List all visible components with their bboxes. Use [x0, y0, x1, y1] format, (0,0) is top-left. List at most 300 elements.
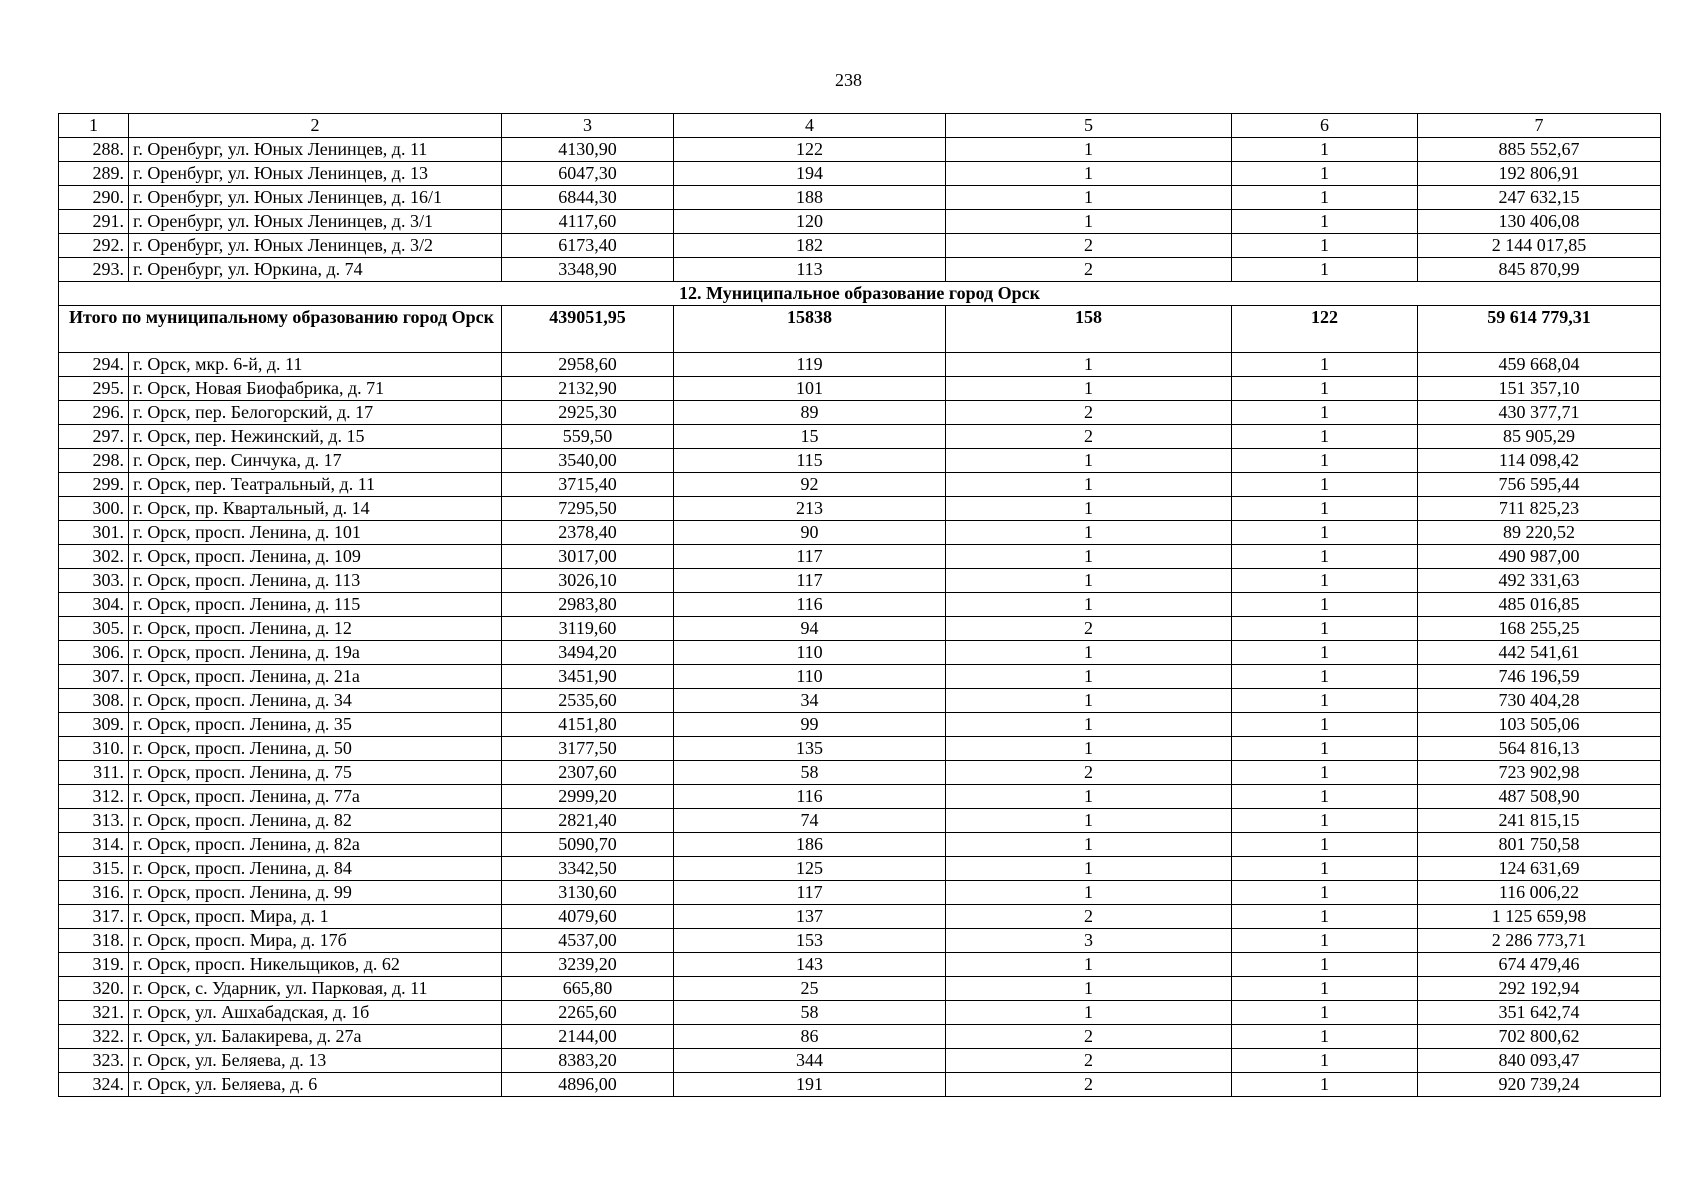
column-header-1: 1	[59, 114, 129, 138]
row-number: 290.	[59, 186, 129, 210]
address-cell: г. Орск, просп. Ленина, д. 101	[129, 521, 502, 545]
table-row	[59, 977, 1661, 1001]
residents-cell: 122	[674, 138, 946, 162]
page-number: 238	[835, 70, 862, 90]
col5-cell: 1	[946, 665, 1232, 689]
area-cell: 3342,50	[502, 857, 674, 881]
residents-cell: 188	[674, 186, 946, 210]
cost-cell: 845 870,99	[1418, 258, 1661, 282]
area-cell: 4079,60	[502, 905, 674, 929]
residents-cell: 110	[674, 665, 946, 689]
cost-cell: 192 806,91	[1418, 162, 1661, 186]
col6-cell: 1	[1232, 258, 1418, 282]
cost-cell: 430 377,71	[1418, 401, 1661, 425]
area-cell: 6844,30	[502, 186, 674, 210]
area-cell: 2821,40	[502, 809, 674, 833]
rows-before-section	[59, 138, 1661, 282]
col5-cell: 3	[946, 929, 1232, 953]
cost-cell: 85 905,29	[1418, 425, 1661, 449]
col6-cell: 1	[1232, 545, 1418, 569]
col5-cell: 2	[946, 1025, 1232, 1049]
col5-cell: 1	[946, 641, 1232, 665]
cost-cell: 351 642,74	[1418, 1001, 1661, 1025]
address-cell: г. Орск, просп. Ленина, д. 82а	[129, 833, 502, 857]
residents-cell: 15	[674, 425, 946, 449]
address-cell: г. Оренбург, ул. Юркина, д. 74	[129, 258, 502, 282]
section-total-row	[59, 306, 1661, 353]
area-cell: 3026,10	[502, 569, 674, 593]
row-number: 297.	[59, 425, 129, 449]
col5-cell: 1	[946, 377, 1232, 401]
row-number: 288.	[59, 138, 129, 162]
col6-cell: 1	[1232, 377, 1418, 401]
row-number: 319.	[59, 953, 129, 977]
residents-cell: 135	[674, 737, 946, 761]
residents-cell: 117	[674, 881, 946, 905]
area-cell: 3017,00	[502, 545, 674, 569]
col5-cell: 1	[946, 737, 1232, 761]
column-header-2: 2	[129, 114, 502, 138]
address-cell: г. Орск, просп. Ленина, д. 109	[129, 545, 502, 569]
area-cell: 2999,20	[502, 785, 674, 809]
residents-cell: 117	[674, 569, 946, 593]
row-number: 301.	[59, 521, 129, 545]
address-cell: г. Оренбург, ул. Юных Ленинцев, д. 16/1	[129, 186, 502, 210]
address-cell: г. Орск, просп. Ленина, д. 75	[129, 761, 502, 785]
col6-cell: 1	[1232, 138, 1418, 162]
column-header-3: 3	[502, 114, 674, 138]
col5-cell: 1	[946, 713, 1232, 737]
col6-cell: 1	[1232, 857, 1418, 881]
address-cell: г. Орск, просп. Ленина, д. 21а	[129, 665, 502, 689]
col6-cell: 1	[1232, 1049, 1418, 1073]
column-header-5: 5	[946, 114, 1232, 138]
area-cell: 3239,20	[502, 953, 674, 977]
table-row	[59, 425, 1661, 449]
residents-cell: 119	[674, 353, 946, 377]
row-number: 311.	[59, 761, 129, 785]
col5-cell: 1	[946, 449, 1232, 473]
table-row	[59, 497, 1661, 521]
total-residents: 15838	[674, 306, 946, 353]
col5-cell: 1	[946, 977, 1232, 1001]
table-row	[59, 641, 1661, 665]
row-number: 322.	[59, 1025, 129, 1049]
address-cell: г. Орск, просп. Ленина, д. 115	[129, 593, 502, 617]
housing-register-table	[58, 113, 1661, 1097]
address-cell: г. Орск, просп. Ленина, д. 34	[129, 689, 502, 713]
residents-cell: 191	[674, 1073, 946, 1097]
col5-cell: 1	[946, 473, 1232, 497]
col6-cell: 1	[1232, 401, 1418, 425]
residents-cell: 213	[674, 497, 946, 521]
row-number: 312.	[59, 785, 129, 809]
address-cell: г. Орск, просп. Никельщиков, д. 62	[129, 953, 502, 977]
address-cell: г. Орск, пер. Белогорский, д. 17	[129, 401, 502, 425]
cost-cell: 840 093,47	[1418, 1049, 1661, 1073]
row-number: 295.	[59, 377, 129, 401]
row-number: 310.	[59, 737, 129, 761]
cost-cell: 756 595,44	[1418, 473, 1661, 497]
residents-cell: 25	[674, 977, 946, 1001]
row-number: 314.	[59, 833, 129, 857]
col6-cell: 1	[1232, 833, 1418, 857]
cost-cell: 801 750,58	[1418, 833, 1661, 857]
cost-cell: 1 125 659,98	[1418, 905, 1661, 929]
table-row	[59, 138, 1661, 162]
cost-cell: 114 098,42	[1418, 449, 1661, 473]
residents-cell: 194	[674, 162, 946, 186]
residents-cell: 143	[674, 953, 946, 977]
area-cell: 665,80	[502, 977, 674, 1001]
table-row	[59, 569, 1661, 593]
row-number: 292.	[59, 234, 129, 258]
residents-cell: 153	[674, 929, 946, 953]
cost-cell: 116 006,22	[1418, 881, 1661, 905]
table-row	[59, 1049, 1661, 1073]
col5-cell: 2	[946, 401, 1232, 425]
address-cell: г. Орск, ул. Балакирева, д. 27а	[129, 1025, 502, 1049]
section-block	[59, 282, 1661, 353]
col6-cell: 1	[1232, 210, 1418, 234]
col5-cell: 1	[946, 186, 1232, 210]
col5-cell: 1	[946, 353, 1232, 377]
col5-cell: 1	[946, 162, 1232, 186]
table-row	[59, 186, 1661, 210]
col5-cell: 2	[946, 761, 1232, 785]
residents-cell: 113	[674, 258, 946, 282]
table-row	[59, 162, 1661, 186]
row-number: 305.	[59, 617, 129, 641]
table-row	[59, 1025, 1661, 1049]
area-cell: 8383,20	[502, 1049, 674, 1073]
col5-cell: 1	[946, 1001, 1232, 1025]
row-number: 289.	[59, 162, 129, 186]
address-cell: г. Орск, просп. Ленина, д. 82	[129, 809, 502, 833]
address-cell: г. Орск, просп. Ленина, д. 19а	[129, 641, 502, 665]
col6-cell: 1	[1232, 977, 1418, 1001]
area-cell: 3540,00	[502, 449, 674, 473]
row-number: 317.	[59, 905, 129, 929]
col5-cell: 2	[946, 258, 1232, 282]
residents-cell: 115	[674, 449, 946, 473]
row-number: 306.	[59, 641, 129, 665]
table-row	[59, 785, 1661, 809]
address-cell: г. Орск, просп. Мира, д. 1	[129, 905, 502, 929]
area-cell: 2535,60	[502, 689, 674, 713]
address-cell: г. Оренбург, ул. Юных Ленинцев, д. 11	[129, 138, 502, 162]
table-row	[59, 1001, 1661, 1025]
rows-after-section	[59, 353, 1661, 1097]
area-cell: 2144,00	[502, 1025, 674, 1049]
cost-cell: 920 739,24	[1418, 1073, 1661, 1097]
col6-cell: 1	[1232, 881, 1418, 905]
residents-cell: 116	[674, 593, 946, 617]
cost-cell: 564 816,13	[1418, 737, 1661, 761]
total-area: 439051,95	[502, 306, 674, 353]
residents-cell: 117	[674, 545, 946, 569]
col5-cell: 1	[946, 953, 1232, 977]
col6-cell: 1	[1232, 353, 1418, 377]
area-cell: 2983,80	[502, 593, 674, 617]
cost-cell: 711 825,23	[1418, 497, 1661, 521]
row-number: 321.	[59, 1001, 129, 1025]
row-number: 309.	[59, 713, 129, 737]
col5-cell: 1	[946, 881, 1232, 905]
table-row	[59, 833, 1661, 857]
residents-cell: 92	[674, 473, 946, 497]
residents-cell: 89	[674, 401, 946, 425]
table-row	[59, 473, 1661, 497]
cost-cell: 730 404,28	[1418, 689, 1661, 713]
col5-cell: 1	[946, 593, 1232, 617]
address-cell: г. Орск, просп. Ленина, д. 12	[129, 617, 502, 641]
table-row	[59, 761, 1661, 785]
residents-cell: 182	[674, 234, 946, 258]
col6-cell: 1	[1232, 234, 1418, 258]
residents-cell: 94	[674, 617, 946, 641]
address-cell: г. Орск, просп. Ленина, д. 99	[129, 881, 502, 905]
total-cost: 59 614 779,31	[1418, 306, 1661, 353]
row-number: 308.	[59, 689, 129, 713]
address-cell: г. Орск, с. Ударник, ул. Парковая, д. 11	[129, 977, 502, 1001]
area-cell: 2958,60	[502, 353, 674, 377]
col6-cell: 1	[1232, 1073, 1418, 1097]
col5-cell: 1	[946, 785, 1232, 809]
area-cell: 4896,00	[502, 1073, 674, 1097]
col6-cell: 1	[1232, 809, 1418, 833]
col6-cell: 1	[1232, 593, 1418, 617]
cost-cell: 674 479,46	[1418, 953, 1661, 977]
table-row	[59, 593, 1661, 617]
col6-cell: 1	[1232, 761, 1418, 785]
cost-cell: 702 800,62	[1418, 1025, 1661, 1049]
col6-cell: 1	[1232, 737, 1418, 761]
col5-cell: 1	[946, 833, 1232, 857]
row-number: 296.	[59, 401, 129, 425]
cost-cell: 2 286 773,71	[1418, 929, 1661, 953]
address-cell: г. Орск, просп. Ленина, д. 35	[129, 713, 502, 737]
address-cell: г. Орск, просп. Ленина, д. 84	[129, 857, 502, 881]
cost-cell: 885 552,67	[1418, 138, 1661, 162]
cost-cell: 151 357,10	[1418, 377, 1661, 401]
area-cell: 2132,90	[502, 377, 674, 401]
col6-cell: 1	[1232, 905, 1418, 929]
col6-cell: 1	[1232, 497, 1418, 521]
col6-cell: 1	[1232, 641, 1418, 665]
area-cell: 3451,90	[502, 665, 674, 689]
table-row	[59, 713, 1661, 737]
cost-cell: 292 192,94	[1418, 977, 1661, 1001]
cost-cell: 492 331,63	[1418, 569, 1661, 593]
col5-cell: 2	[946, 617, 1232, 641]
row-number: 320.	[59, 977, 129, 1001]
table-row	[59, 353, 1661, 377]
table-row	[59, 234, 1661, 258]
section-title: 12. Муниципальное образование город Орск	[59, 282, 1661, 306]
col6-cell: 1	[1232, 449, 1418, 473]
table-row	[59, 857, 1661, 881]
address-cell: г. Орск, просп. Мира, д. 17б	[129, 929, 502, 953]
col5-cell: 1	[946, 809, 1232, 833]
row-number: 299.	[59, 473, 129, 497]
area-cell: 4151,80	[502, 713, 674, 737]
residents-cell: 344	[674, 1049, 946, 1073]
address-cell: г. Орск, просп. Ленина, д. 113	[129, 569, 502, 593]
row-number: 294.	[59, 353, 129, 377]
col6-cell: 1	[1232, 665, 1418, 689]
row-number: 318.	[59, 929, 129, 953]
cost-cell: 490 987,00	[1418, 545, 1661, 569]
area-cell: 4117,60	[502, 210, 674, 234]
cost-cell: 723 902,98	[1418, 761, 1661, 785]
cost-cell: 487 508,90	[1418, 785, 1661, 809]
address-cell: г. Орск, ул. Беляева, д. 6	[129, 1073, 502, 1097]
col6-cell: 1	[1232, 162, 1418, 186]
col6-cell: 1	[1232, 473, 1418, 497]
address-cell: г. Орск, Новая Биофабрика, д. 71	[129, 377, 502, 401]
residents-cell: 34	[674, 689, 946, 713]
table-row	[59, 377, 1661, 401]
address-cell: г. Орск, пр. Квартальный, д. 14	[129, 497, 502, 521]
table-row	[59, 929, 1661, 953]
cost-cell: 746 196,59	[1418, 665, 1661, 689]
table-row	[59, 665, 1661, 689]
table-row	[59, 881, 1661, 905]
residents-cell: 110	[674, 641, 946, 665]
area-cell: 6173,40	[502, 234, 674, 258]
address-cell: г. Орск, пер. Нежинский, д. 15	[129, 425, 502, 449]
cost-cell: 459 668,04	[1418, 353, 1661, 377]
area-cell: 7295,50	[502, 497, 674, 521]
area-cell: 2378,40	[502, 521, 674, 545]
column-header-7: 7	[1418, 114, 1661, 138]
column-header-4: 4	[674, 114, 946, 138]
area-cell: 559,50	[502, 425, 674, 449]
total-col5: 158	[946, 306, 1232, 353]
col6-cell: 1	[1232, 953, 1418, 977]
cost-cell: 247 632,15	[1418, 186, 1661, 210]
col6-cell: 1	[1232, 689, 1418, 713]
area-cell: 6047,30	[502, 162, 674, 186]
residents-cell: 90	[674, 521, 946, 545]
column-header-6: 6	[1232, 114, 1418, 138]
table-row	[59, 258, 1661, 282]
address-cell: г. Оренбург, ул. Юных Ленинцев, д. 13	[129, 162, 502, 186]
row-number: 316.	[59, 881, 129, 905]
row-number: 304.	[59, 593, 129, 617]
total-col6: 122	[1232, 306, 1418, 353]
row-number: 323.	[59, 1049, 129, 1073]
address-cell: г. Орск, ул. Ашхабадская, д. 1б	[129, 1001, 502, 1025]
residents-cell: 99	[674, 713, 946, 737]
cost-cell: 442 541,61	[1418, 641, 1661, 665]
cost-cell: 103 505,06	[1418, 713, 1661, 737]
area-cell: 2265,60	[502, 1001, 674, 1025]
col5-cell: 2	[946, 425, 1232, 449]
table-row	[59, 1073, 1661, 1097]
col5-cell: 1	[946, 210, 1232, 234]
table-row	[59, 737, 1661, 761]
residents-cell: 137	[674, 905, 946, 929]
cost-cell: 168 255,25	[1418, 617, 1661, 641]
cost-cell: 241 815,15	[1418, 809, 1661, 833]
col5-cell: 2	[946, 1049, 1232, 1073]
row-number: 303.	[59, 569, 129, 593]
table-row	[59, 905, 1661, 929]
address-cell: г. Орск, просп. Ленина, д. 50	[129, 737, 502, 761]
col6-cell: 1	[1232, 425, 1418, 449]
row-number: 302.	[59, 545, 129, 569]
area-cell: 2925,30	[502, 401, 674, 425]
table-row	[59, 953, 1661, 977]
area-cell: 3348,90	[502, 258, 674, 282]
cost-cell: 2 144 017,85	[1418, 234, 1661, 258]
residents-cell: 125	[674, 857, 946, 881]
table-row	[59, 210, 1661, 234]
area-cell: 3494,20	[502, 641, 674, 665]
col6-cell: 1	[1232, 785, 1418, 809]
cost-cell: 485 016,85	[1418, 593, 1661, 617]
cost-cell: 124 631,69	[1418, 857, 1661, 881]
col5-cell: 1	[946, 689, 1232, 713]
col6-cell: 1	[1232, 521, 1418, 545]
col5-cell: 1	[946, 569, 1232, 593]
row-number: 291.	[59, 210, 129, 234]
row-number: 300.	[59, 497, 129, 521]
col6-cell: 1	[1232, 929, 1418, 953]
area-cell: 4537,00	[502, 929, 674, 953]
column-number-header-row	[59, 114, 1661, 138]
address-cell: г. Оренбург, ул. Юных Ленинцев, д. 3/2	[129, 234, 502, 258]
col6-cell: 1	[1232, 1001, 1418, 1025]
col6-cell: 1	[1232, 713, 1418, 737]
col5-cell: 1	[946, 521, 1232, 545]
residents-cell: 101	[674, 377, 946, 401]
residents-cell: 116	[674, 785, 946, 809]
row-number: 298.	[59, 449, 129, 473]
cost-cell: 89 220,52	[1418, 521, 1661, 545]
col5-cell: 1	[946, 545, 1232, 569]
row-number: 307.	[59, 665, 129, 689]
area-cell: 3715,40	[502, 473, 674, 497]
row-number: 315.	[59, 857, 129, 881]
address-cell: г. Орск, ул. Беляева, д. 13	[129, 1049, 502, 1073]
col5-cell: 2	[946, 1073, 1232, 1097]
address-cell: г. Оренбург, ул. Юных Ленинцев, д. 3/1	[129, 210, 502, 234]
residents-cell: 58	[674, 761, 946, 785]
table-row	[59, 545, 1661, 569]
residents-cell: 74	[674, 809, 946, 833]
col5-cell: 2	[946, 905, 1232, 929]
cost-cell: 130 406,08	[1418, 210, 1661, 234]
area-cell: 3130,60	[502, 881, 674, 905]
row-number: 313.	[59, 809, 129, 833]
area-cell: 5090,70	[502, 833, 674, 857]
area-cell: 4130,90	[502, 138, 674, 162]
col6-cell: 1	[1232, 617, 1418, 641]
col5-cell: 2	[946, 234, 1232, 258]
row-number: 324.	[59, 1073, 129, 1097]
area-cell: 3177,50	[502, 737, 674, 761]
table-row	[59, 449, 1661, 473]
address-cell: г. Орск, просп. Ленина, д. 77а	[129, 785, 502, 809]
address-cell: г. Орск, пер. Театральный, д. 11	[129, 473, 502, 497]
residents-cell: 86	[674, 1025, 946, 1049]
residents-cell: 186	[674, 833, 946, 857]
row-number: 293.	[59, 258, 129, 282]
total-label: Итого по муниципальному образованию город Орск	[59, 306, 502, 353]
